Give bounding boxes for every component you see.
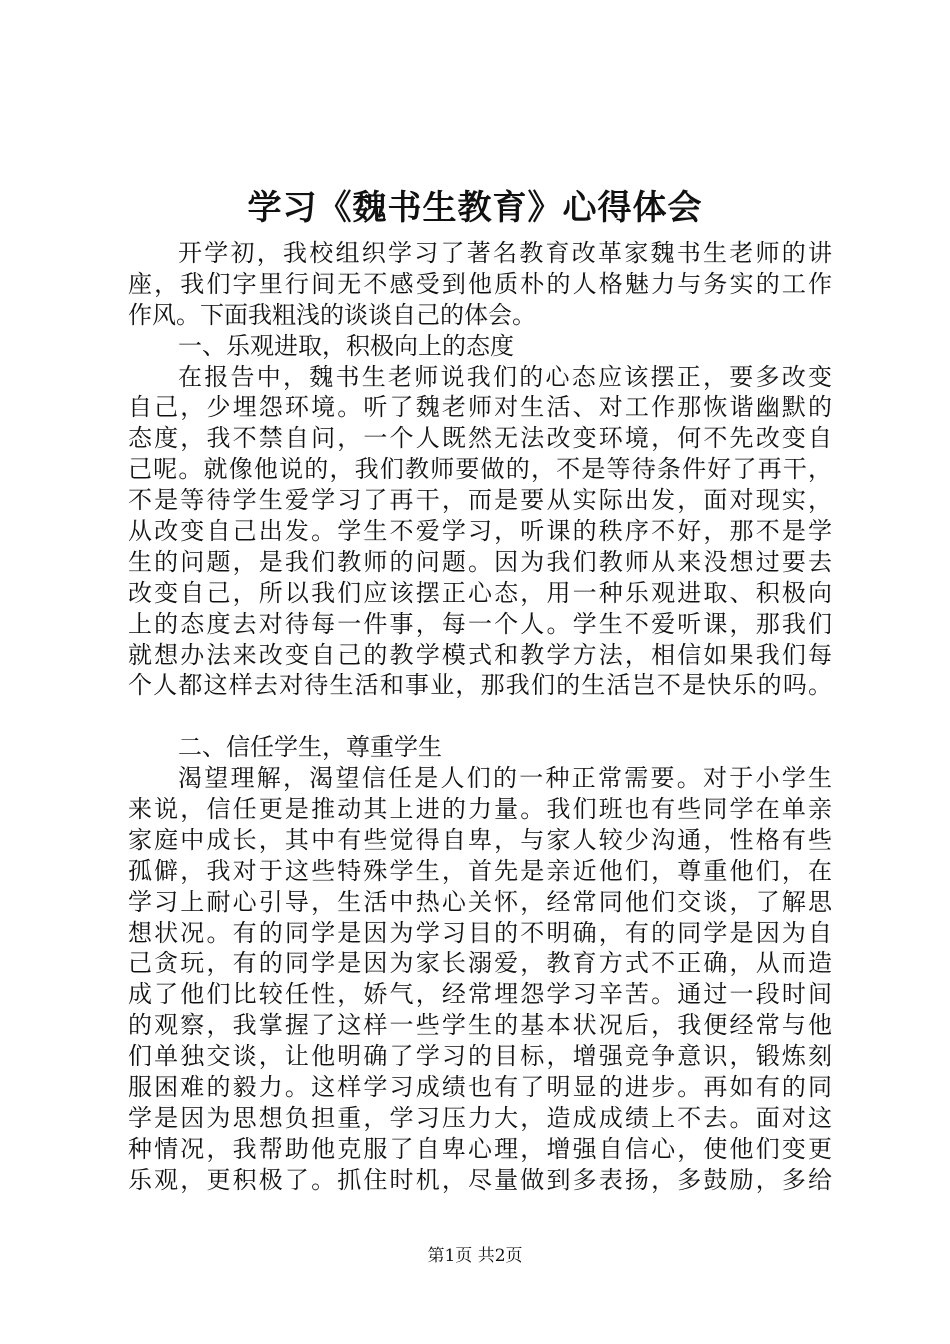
paragraph-line: 来说，信任更是推动其上进的力量。我们班也有些同学在单亲 [128,795,832,824]
section-heading: 一、乐观进取，积极向上的态度 [178,331,514,360]
page-footer: 第1页 共2页 [427,1246,523,1266]
paragraph-line: 生的问题，是我们教师的问题。因为我们教师从来没想过要去 [128,547,832,576]
paragraph-line: 在报告中，魏书生老师说我们的心态应该摆正，要多改变 [178,362,832,391]
paragraph-line: 作风。下面我粗浅的谈谈自己的体会。 [128,300,536,329]
paragraph-line: 想状况。有的同学是因为学习目的不明确，有的同学是因为自 [128,918,832,947]
paragraph-line: 服困难的毅力。这样学习成绩也有了明显的进步。再如有的同 [128,1073,832,1102]
paragraph-line: 种情况，我帮助他克服了自卑心理，增强自信心，使他们变更 [128,1134,832,1163]
paragraph-line: 学是因为思想负担重，学习压力大，造成成绩上不去。面对这 [128,1103,832,1132]
paragraph-line: 改变自己，所以我们应该摆正心态，用一种乐观进取、积极向 [128,578,832,607]
paragraph-line: 们单独交谈，让他明确了学习的目标，增强竞争意识，锻炼刻 [128,1042,832,1071]
document-body [128,238,832,1196]
document-title: 学习《魏书生教育》心得体会 [247,188,703,228]
paragraph-line: 乐观，更积极了。抓住时机，尽量做到多表扬，多鼓励，多给 [128,1165,832,1194]
paragraph-line: 己呢。就像他说的，我们教师要做的，不是等待条件好了再干， [128,455,832,484]
paragraph-line: 孤僻，我对于这些特殊学生，首先是亲近他们，尊重他们，在 [128,856,832,885]
paragraph-line: 态度，我不禁自问，一个人既然无法改变环境，何不先改变自 [128,424,832,453]
paragraph-line: 的观察，我掌握了这样一些学生的基本状况后，我便经常与他 [128,1011,832,1040]
section-heading: 二、信任学生，尊重学生 [178,733,442,762]
paragraph-line: 自己，少埋怨环境。听了魏老师对生活、对工作那恢谐幽默的 [128,393,832,422]
paragraph-line: 就想办法来改变自己的教学模式和教学方法，相信如果我们每 [128,640,832,669]
paragraph-line: 个人都这样去对待生活和事业，那我们的生活岂不是快乐的吗。 [128,671,832,700]
paragraph-line: 家庭中成长，其中有些觉得自卑，与家人较少沟通，性格有些 [128,825,832,854]
paragraph-line: 己贪玩，有的同学是因为家长溺爱，教育方式不正确，从而造 [128,949,832,978]
paragraph-line: 学习上耐心引导，生活中热心关怀，经常同他们交谈，了解思 [128,887,832,916]
paragraph-line: 成了他们比较任性，娇气，经常埋怨学习辛苦。通过一段时间 [128,980,832,1009]
paragraph-line: 渴望理解，渴望信任是人们的一种正常需要。对于小学生 [178,764,832,793]
paragraph-line: 开学初，我校组织学习了著名教育改革家魏书生老师的讲 [178,239,832,267]
paragraph-gap [128,701,832,732]
paragraph-line: 从改变自己出发。学生不爱学习，听课的秩序不好，那不是学 [128,517,832,546]
paragraph-line: 座，我们字里行间无不感受到他质朴的人格魅力与务实的工作 [128,269,832,298]
paragraph-line: 不是等待学生爱学习了再干，而是要从实际出发，面对现实， [128,486,832,515]
paragraph-line: 上的态度去对待每一件事，每一个人。学生不爱听课，那我们 [128,609,832,638]
